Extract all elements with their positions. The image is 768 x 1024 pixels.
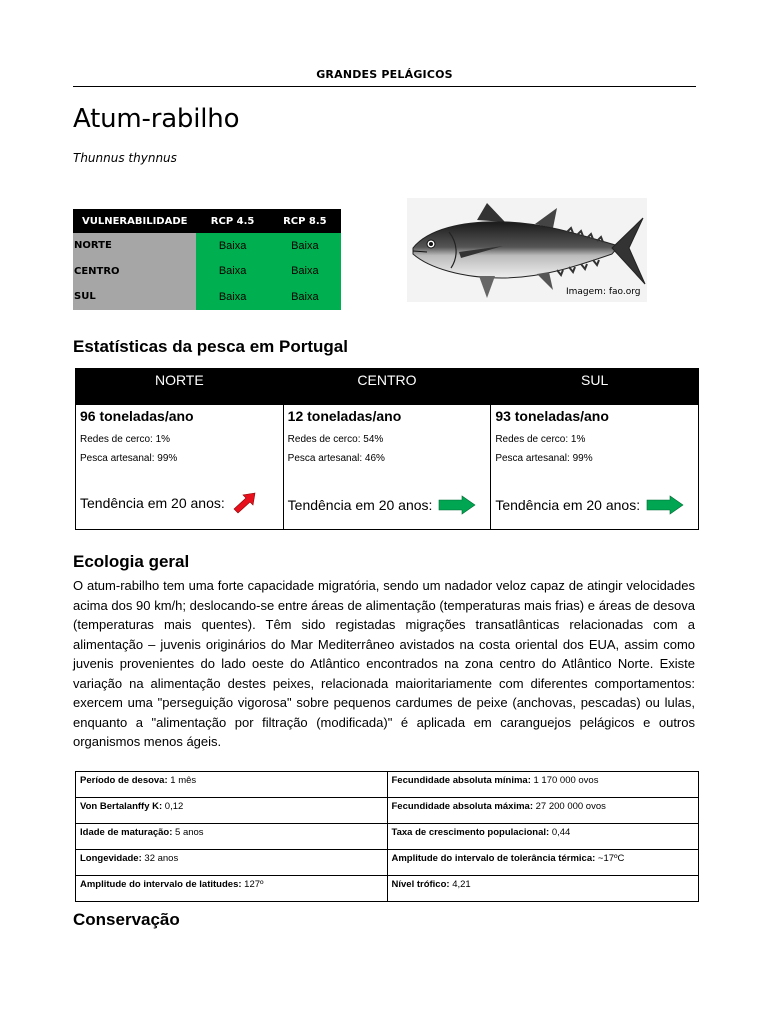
right-green-arrow-icon (438, 495, 476, 515)
page-header-title: GRANDES PELÁGICOS (316, 68, 453, 81)
fact-label: Longevidade: (80, 853, 142, 864)
stats-header-sul: SUL (491, 369, 699, 405)
vuln-row-norte (73, 233, 341, 259)
fact-cell (387, 876, 699, 902)
vuln-header-rcp45: RCP 4.5 (196, 209, 268, 233)
stats-header-centro: CENTRO (283, 369, 491, 405)
conservation-section-title: Conservação (73, 910, 180, 929)
fact-value: 1 mês (167, 775, 197, 786)
vulnerability-table (73, 209, 341, 310)
ecology-section-title: Ecologia geral (73, 552, 190, 571)
fact-label: Idade de maturação: (80, 827, 173, 838)
fact-cell (387, 824, 699, 850)
trend-row (495, 495, 684, 515)
species-common-name: Atum-rabilho (73, 104, 240, 134)
seine-share: Redes de cerco: 1% (495, 434, 586, 445)
trend-row (288, 495, 477, 515)
fact-cell (76, 824, 388, 850)
vuln-rcp45-value: Baixa (196, 233, 268, 259)
catch-tonnes: 12 toneladas/ano (287, 408, 402, 424)
catch-tonnes: 93 toneladas/ano (495, 408, 609, 424)
fishing-stats-table (75, 368, 699, 530)
fact-label: Von Bertalanffy K: (80, 801, 163, 812)
vuln-header-label: VULNERABILIDADE (73, 209, 196, 233)
fact-label: Fecundidade absoluta máxima: (391, 801, 533, 812)
vuln-region: NORTE (73, 233, 196, 259)
stats-cell-centro (283, 405, 491, 530)
vuln-region: SUL (73, 284, 196, 310)
stats-header-norte: NORTE (76, 369, 284, 405)
fact-value: 27 200 000 ovos (532, 801, 606, 812)
vuln-rcp85-value: Baixa (269, 233, 341, 259)
facts-row (76, 798, 699, 824)
vuln-rcp85-value: Baixa (269, 259, 341, 285)
stats-section-title: Estatísticas da pesca em Portugal (73, 337, 348, 356)
fact-value: 1 170 000 ovos (530, 775, 599, 786)
fact-cell (387, 772, 699, 798)
facts-row (76, 876, 699, 902)
fact-label: Taxa de crescimento populacional: (391, 827, 550, 838)
catch-tonnes: 96 toneladas/ano (80, 408, 194, 424)
vuln-header-rcp85: RCP 8.5 (269, 209, 341, 233)
stats-cell-norte (76, 405, 284, 530)
vuln-rcp85-value: Baixa (269, 284, 341, 310)
fact-label: Fecundidade absoluta mínima: (391, 775, 531, 786)
fact-label: Amplitude do intervalo de latitudes: (80, 879, 242, 890)
vuln-region: CENTRO (73, 259, 196, 285)
species-scientific-name: Thunnus thynnus (73, 151, 177, 165)
trend-label: Tendência em 20 anos: (495, 497, 641, 513)
trend-row (80, 491, 259, 515)
seine-share: Redes de cerco: 54% (287, 434, 384, 445)
artisanal-share: Pesca artesanal: 99% (80, 453, 178, 464)
fact-label: Período de desova: (80, 775, 168, 786)
fact-value: 32 anos (141, 853, 179, 864)
vuln-row-centro (73, 259, 341, 285)
trend-label: Tendência em 20 anos: (80, 495, 225, 511)
artisanal-share: Pesca artesanal: 99% (495, 453, 593, 464)
artisanal-share: Pesca artesanal: 46% (287, 453, 385, 464)
fact-label: Amplitude do intervalo de tolerância térmica: (391, 853, 596, 864)
fact-label: Nível trófico: (391, 879, 450, 890)
fact-cell (387, 798, 699, 824)
fact-value: 4,21 (449, 879, 471, 890)
fact-value: 127º (241, 879, 264, 890)
fact-value: 0,12 (162, 801, 184, 812)
image-caption: Imagem: fao.org (566, 287, 641, 297)
facts-row (76, 824, 699, 850)
vuln-rcp45-value: Baixa (196, 259, 268, 285)
up-red-arrow-icon (231, 491, 259, 515)
header-divider (73, 86, 696, 87)
fact-value: 5 anos (172, 827, 204, 838)
right-green-arrow-icon (646, 495, 684, 515)
vuln-row-sul (73, 284, 341, 310)
fact-cell (76, 850, 388, 876)
stats-cell-sul (491, 405, 699, 530)
fact-value: 0,44 (549, 827, 571, 838)
fact-cell (76, 876, 388, 902)
life-history-table (75, 771, 699, 902)
trend-label: Tendência em 20 anos: (287, 497, 433, 513)
facts-row (76, 850, 699, 876)
ecology-paragraph: O atum-rabilho tem uma forte capacidade migratória, sendo um nadador veloz capaz de atingir velocidades acima dos 90 km/h; deslocando-se entre áreas de alimentação (temperaturas mais frias) e áreas de desova (temperaturas mais quentes). Têm sido registadas migrações transatlânticas relacionadas com a alimentação – juvenis originários do Mar Mediterrâneo avistados na costa oriental dos EUA, assim como juvenis provenientes do lado oeste do Atlântico encontrados na zona centro do Atlântico Norte. Existe variação na alimentação destes peixes, relacionada maioritariamente com diferentes comportamentos: exercem uma "perseguição vigorosa" sobre pequenos cardumes de peixe (anchovas, pescadas) ou lulas, enquanto a "alimentação por filtração (modificada)" é aplicada em caranguejos pelágicos e outros organismos menos ágeis. (73, 578, 695, 749)
fact-cell (76, 798, 388, 824)
fact-value: ~17ºC (595, 853, 625, 864)
fact-cell (76, 772, 388, 798)
seine-share: Redes de cerco: 1% (80, 434, 171, 445)
fact-cell (387, 850, 699, 876)
vuln-rcp45-value: Baixa (196, 284, 268, 310)
facts-row (76, 772, 699, 798)
